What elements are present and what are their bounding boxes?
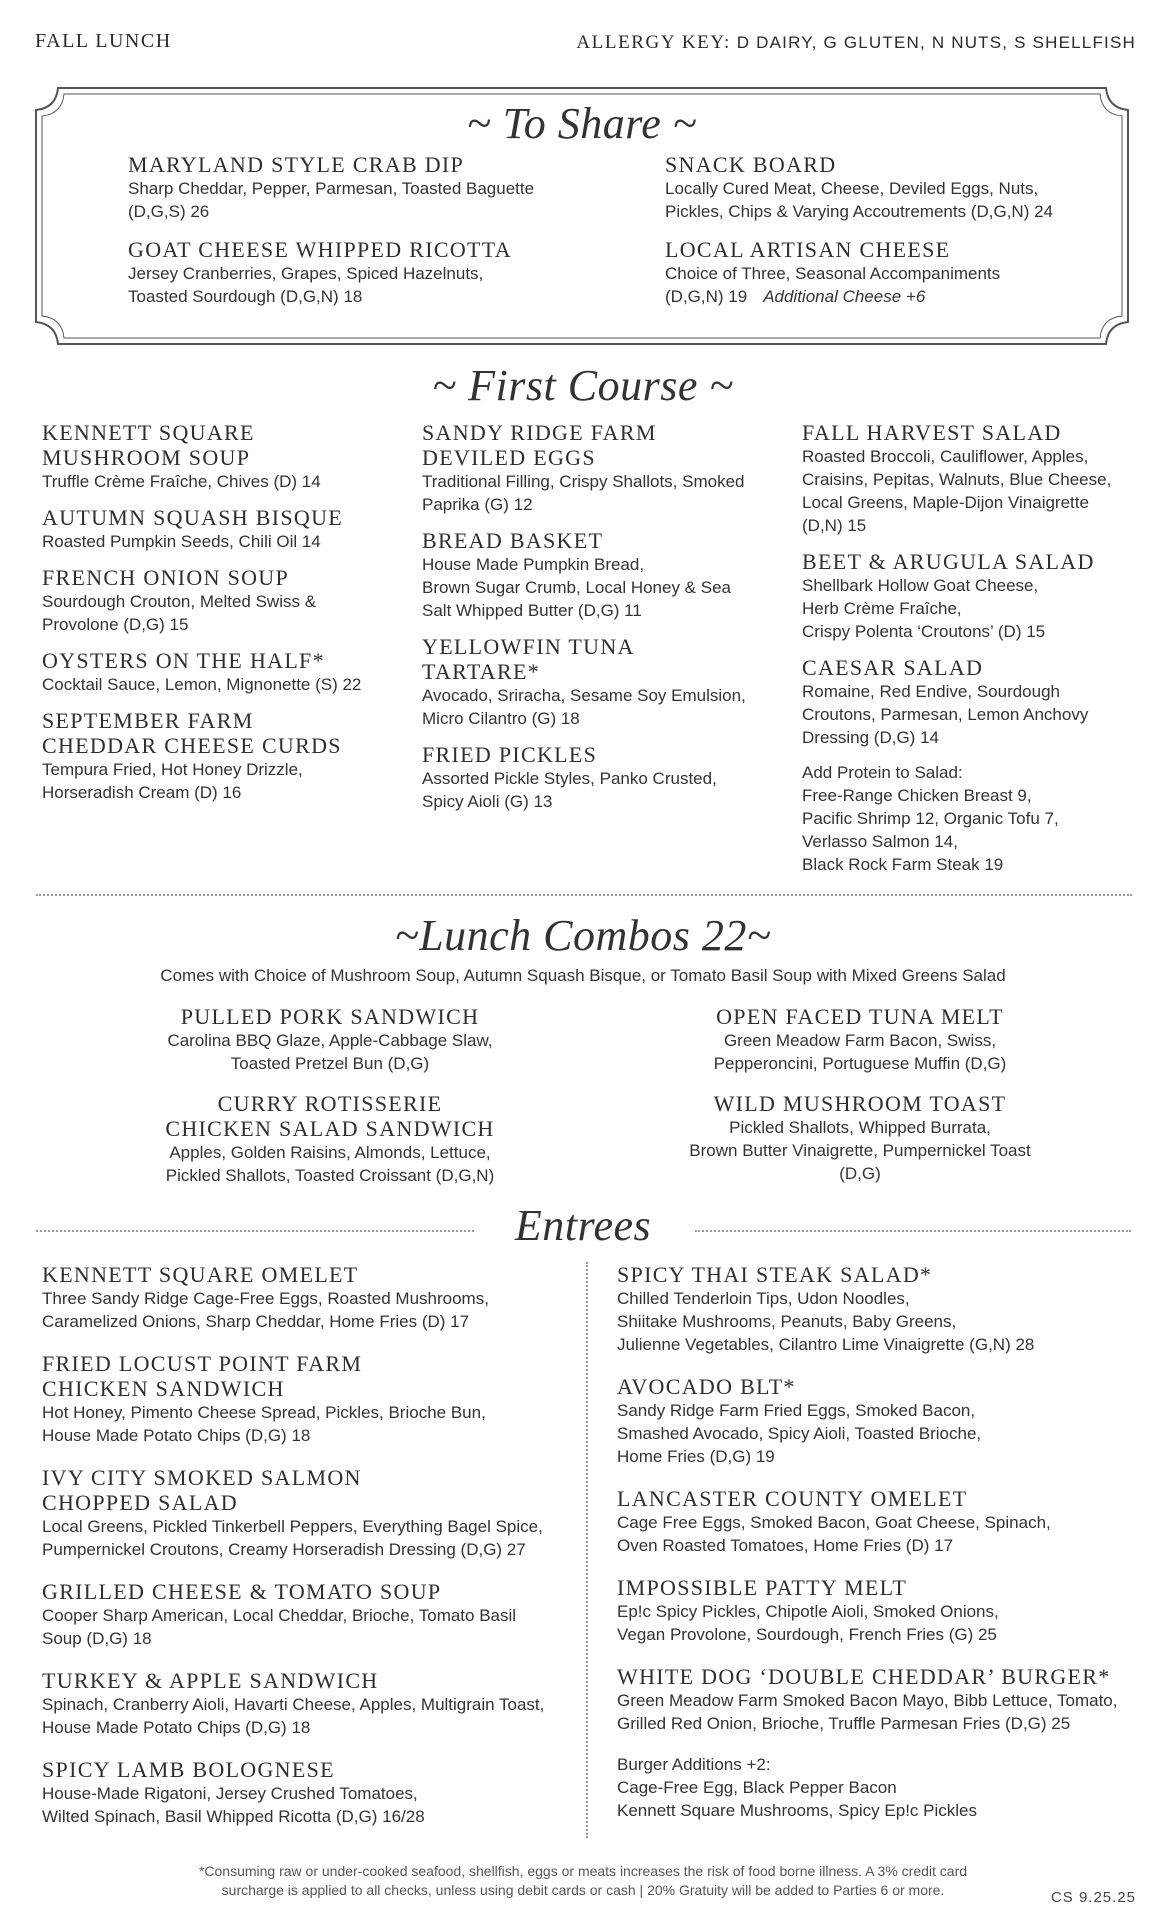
entrees-column-divider [586,1262,588,1838]
menu-item-description: (D,G,S) 26 [128,202,210,221]
menu-item [665,152,1135,223]
menu-item-name: FRIED LOCUST POINT FARM [42,1351,363,1376]
menu-item [422,742,782,813]
menu-item-description: (D,G) [839,1164,881,1183]
first-course-column-1 [42,420,402,816]
menu-item-name: MUSHROOM SOUP [42,445,251,470]
menu-item-description: Herb Crème Fraîche, [802,599,962,618]
menu-item [802,549,1162,643]
menu-item [650,1004,1070,1075]
menu-item [665,237,1135,308]
allergy-key-values: D DAIRY, G GLUTEN, N NUTS, S SHELLFISH [736,33,1136,52]
lunch-combos-subtitle: Comes with Choice of Mushroom Soup, Autumn Squash Bisque, or Tomato Basil Soup with Mixed Greens Salad [160,966,1006,985]
menu-item-description: Apples, Golden Raisins, Almonds, Lettuce, [169,1143,491,1162]
menu-item-description: Salt Whipped Butter (D,G) 11 [422,601,642,620]
menu-item [802,761,1162,876]
menu-item [128,152,598,223]
menu-item [617,1664,1166,1735]
entrees-heading: Entrees [514,1201,652,1250]
menu-item-name: DEVILED EGGS [422,445,596,470]
menu-item [42,505,402,553]
menu-item-description: Truffle Crème Fraîche, Chives (D) 14 [42,472,321,491]
footer-line-2: surcharge is applied to all checks, unless using debit cards or cash | 20% Gratuity will be added to Parties 6 or more. [221,1882,945,1898]
menu-item-name: BEET & ARUGULA SALAD [802,549,1095,574]
menu-item-name: CHEDDAR CHEESE CURDS [42,733,342,758]
menu-item-name: KENNETT SQUARE OMELET [42,1262,359,1287]
entrees-divider-right [695,1230,1131,1232]
menu-item-name: FRENCH ONION SOUP [42,565,290,590]
menu-item-name: BREAD BASKET [422,528,604,553]
menu-item-description: Free-Range Chicken Breast 9, [802,786,1032,805]
menu-item-description: Carolina BBQ Glaze, Apple-Cabbage Slaw, [167,1031,493,1050]
menu-item-description: Assorted Pickle Styles, Panko Crusted, [422,769,717,788]
menu-item-name: IMPOSSIBLE PATTY MELT [617,1575,908,1600]
menu-item-description: Brown Sugar Crumb, Local Honey & Sea [422,578,731,597]
menu-item-description: Avocado, Sriracha, Sesame Soy Emulsion, [422,686,746,705]
menu-item-description: House-Made Rigatoni, Jersey Crushed Tomatoes, [42,1784,418,1803]
lunch-combos-right-column [650,1004,1070,1201]
menu-item [42,648,402,696]
menu-item [617,1753,1166,1822]
menu-item-name: SPICY THAI STEAK SALAD* [617,1262,933,1287]
menu-item-description: Pickles, Chips & Varying Accoutrements (D,G,N) 24 [665,202,1053,221]
menu-item [422,634,782,730]
menu-code: CS 9.25.25 [1050,1889,1136,1906]
menu-item-description: Chilled Tenderloin Tips, Udon Noodles, [617,1289,910,1308]
menu-item-description: Local Greens, Pickled Tinkerbell Peppers, Everything Bagel Spice, [42,1517,543,1536]
menu-item-description: Caramelized Onions, Sharp Cheddar, Home Fries (D) 17 [42,1312,470,1331]
menu-item-name: AVOCADO BLT* [617,1374,796,1399]
menu-item-name: LOCAL ARTISAN CHEESE [665,237,951,262]
menu-item [42,1351,602,1447]
section-divider [36,894,1132,896]
menu-item-description: Jersey Cranberries, Grapes, Spiced Hazelnuts, [128,264,484,283]
to-share-left-column [128,152,598,322]
menu-item-addon: Additional Cheese +6 [763,287,926,306]
menu-item [617,1374,1166,1468]
menu-item-name: GRILLED CHEESE & TOMATO SOUP [42,1579,442,1604]
menu-item [617,1262,1166,1356]
menu-item-name: OYSTERS ON THE HALF* [42,648,325,673]
menu-item-description: Choice of Three, Seasonal Accompaniments [665,264,1001,283]
menu-item-description: Pepperoncini, Portuguese Muffin (D,G) [713,1054,1007,1073]
menu-item [650,1091,1070,1185]
menu-item-description: Locally Cured Meat, Cheese, Deviled Eggs, Nuts, [665,179,1039,198]
menu-item-name: SPICY LAMB BOLOGNESE [42,1757,335,1782]
menu-item-description: Verlasso Salmon 14, [802,832,958,851]
menu-item-description: Oven Roasted Tomatoes, Home Fries (D) 17 [617,1536,954,1555]
menu-item [42,1465,602,1561]
menu-item-description: Local Greens, Maple-Dijon Vinaigrette [802,493,1089,512]
menu-item-name: TURKEY & APPLE SANDWICH [42,1668,379,1693]
menu-item-description: Croutons, Parmesan, Lemon Anchovy [802,705,1089,724]
menu-item [802,655,1162,749]
menu-item-description: Vegan Provolone, Sourdough, French Fries (G) 25 [617,1625,997,1644]
menu-item [617,1486,1166,1557]
menu-item [617,1575,1166,1646]
menu-item-description: Pumpernickel Croutons, Creamy Horseradish Dressing (D,G) 27 [42,1540,526,1559]
menu-item [42,1262,602,1333]
menu-item-description: Ep!c Spicy Pickles, Chipotle Aioli, Smoked Onions, [617,1602,999,1621]
menu-item-description: Pickled Shallots, Toasted Croissant (D,G,N) [165,1166,495,1185]
menu-item-name: KENNETT SQUARE [42,420,255,445]
menu-item-price-line [665,285,1135,308]
menu-item-description: Roasted Pumpkin Seeds, Chili Oil 14 [42,532,321,551]
menu-item [802,420,1162,537]
menu-item-description: Spicy Aioli (G) 13 [422,792,553,811]
menu-item-name: IVY CITY SMOKED SALMON [42,1465,362,1490]
to-share-right-column [665,152,1135,322]
menu-item [42,708,402,804]
menu-item-description: Shellbark Hollow Goat Cheese, [802,576,1039,595]
menu-item-description: Soup (D,G) 18 [42,1629,152,1648]
menu-item-description: Smashed Avocado, Spicy Aioli, Toasted Brioche, [617,1424,982,1443]
menu-item [422,528,782,622]
menu-item-name: CHOPPED SALAD [42,1490,238,1515]
menu-item-name: PULLED PORK SANDWICH [180,1004,480,1029]
first-course-column-2 [422,420,782,825]
menu-item-description: Grilled Red Onion, Brioche, Truffle Parmesan Fries (D,G) 25 [617,1714,1071,1733]
menu-item [42,565,402,636]
menu-item-description: Sandy Ridge Farm Fried Eggs, Smoked Bacon, [617,1401,976,1420]
lunch-combos-heading: ~Lunch Combos 22~ [394,911,772,960]
menu-item [120,1004,540,1075]
menu-item-description: House Made Potato Chips (D,G) 18 [42,1426,311,1445]
footer-line-1: *Consuming raw or under-cooked seafood, shellfish, eggs or meats increases the risk of food borne illness. A 3% credit card [198,1863,968,1879]
menu-item-description: Craisins, Pepitas, Walnuts, Blue Cheese, [802,470,1112,489]
menu-item-name: CAESAR SALAD [802,655,984,680]
entrees-right-column [617,1262,1166,1840]
entrees-left-column [42,1262,602,1846]
menu-item-name: SANDY RIDGE FARM [422,420,657,445]
menu-item-description: Green Meadow Farm Bacon, Swiss, [723,1031,997,1050]
menu-item-name: FALL HARVEST SALAD [802,420,1062,445]
menu-item-description: Paprika (G) 12 [422,495,533,514]
menu-item-name: SNACK BOARD [665,152,837,177]
menu-item-description: Roasted Broccoli, Cauliflower, Apples, [802,447,1089,466]
menu-item-name: LANCASTER COUNTY OMELET [617,1486,968,1511]
menu-item-description: Green Meadow Farm Smoked Bacon Mayo, Bibb Lettuce, Tomato, [617,1691,1118,1710]
menu-item-description: House Made Potato Chips (D,G) 18 [42,1718,311,1737]
menu-item-name: FRIED PICKLES [422,742,598,767]
first-course-heading: ~ First Course ~ [432,361,734,410]
menu-item-description: Kennett Square Mushrooms, Spicy Ep!c Pickles [617,1801,977,1820]
to-share-heading: ~ To Share ~ [466,99,698,148]
menu-item [42,1579,602,1650]
menu-item-description: House Made Pumpkin Bread, [422,555,645,574]
menu-item-description: Burger Additions +2: [617,1755,771,1774]
menu-item-name: OPEN FACED TUNA MELT [716,1004,1004,1029]
menu-item-description: Shiitake Mushrooms, Peanuts, Baby Greens, [617,1312,957,1331]
menu-item [42,420,402,493]
menu-item-description: Cage-Free Egg, Black Pepper Bacon [617,1778,897,1797]
menu-item-description: Sourdough Crouton, Melted Swiss & [42,592,317,611]
menu-item-name: TARTARE* [422,659,540,684]
menu-item-description: Traditional Filling, Crispy Shallots, Smoked [422,472,745,491]
menu-item-description: Spinach, Cranberry Aioli, Havarti Cheese, Apples, Multigrain Toast, [42,1695,545,1714]
allergy-key [576,32,1136,54]
menu-item-description: Julienne Vegetables, Cilantro Lime Vinaigrette (G,N) 28 [617,1335,1035,1354]
menu-item-description: Add Protein to Salad: [802,763,963,782]
menu-item-description: Cooper Sharp American, Local Cheddar, Brioche, Tomato Basil [42,1606,517,1625]
footer-disclaimer [0,1862,1166,1900]
menu-item-price: (D,G,N) 19 [665,287,748,306]
menu-item-name: CURRY ROTISSERIE [217,1091,443,1116]
menu-item-name: CHICKEN SALAD SANDWICH [165,1116,495,1141]
menu-item-name: CHICKEN SANDWICH [42,1376,285,1401]
menu-item-description: Toasted Sourdough (D,G,N) 18 [128,287,363,306]
menu-item-description: Wilted Spinach, Basil Whipped Ricotta (D,G) 16/28 [42,1807,425,1826]
menu-item-description: Micro Cilantro (G) 18 [422,709,580,728]
menu-item [42,1668,602,1739]
lunch-combos-left-column [120,1004,540,1203]
menu-item-description: Horseradish Cream (D) 16 [42,783,242,802]
menu-item-name: YELLOWFIN TUNA [422,634,635,659]
menu-item-name: WILD MUSHROOM TOAST [713,1091,1007,1116]
menu-item-description: Cage Free Eggs, Smoked Bacon, Goat Cheese, Spinach, [617,1513,1051,1532]
menu-item-name: SEPTEMBER FARM [42,708,254,733]
menu-item [120,1091,540,1187]
menu-item-description: Home Fries (D,G) 19 [617,1447,775,1466]
menu-item-description: Three Sandy Ridge Cage-Free Eggs, Roasted Mushrooms, [42,1289,489,1308]
menu-item-description: Cocktail Sauce, Lemon, Mignonette (S) 22 [42,675,362,694]
menu-item-name: AUTUMN SQUASH BISQUE [42,505,344,530]
menu-item-description: Black Rock Farm Steak 19 [802,855,1004,874]
menu-item-description: Hot Honey, Pimento Cheese Spread, Pickles, Brioche Bun, [42,1403,486,1422]
menu-item-description: Crispy Polenta ‘Croutons’ (D) 15 [802,622,1046,641]
menu-item-description: Provolone (D,G) 15 [42,615,189,634]
menu-item [42,1757,602,1828]
menu-item-description: Dressing (D,G) 14 [802,728,939,747]
menu-item-name: GOAT CHEESE WHIPPED RICOTTA [128,237,512,262]
menu-item-description: Tempura Fried, Hot Honey Drizzle, [42,760,303,779]
menu-item-description: Romaine, Red Endive, Sourdough [802,682,1060,701]
menu-item [422,420,782,516]
menu-name: FALL LUNCH [35,30,172,52]
menu-item-name: WHITE DOG ‘DOUBLE CHEDDAR’ BURGER* [617,1664,1111,1689]
menu-item-description: Brown Butter Vinaigrette, Pumpernickel Toast [689,1141,1031,1160]
menu-item-description: Sharp Cheddar, Pepper, Parmesan, Toasted Baguette [128,179,535,198]
allergy-key-lead: ALLERGY KEY: [576,32,731,53]
menu-item-description: Toasted Pretzel Bun (D,G) [230,1054,430,1073]
menu-item-description: (D,N) 15 [802,516,867,535]
first-course-column-3 [802,420,1162,888]
menu-item-name: MARYLAND STYLE CRAB DIP [128,152,465,177]
menu-item [128,237,598,308]
menu-item-description: Pacific Shrimp 12, Organic Tofu 7, [802,809,1059,828]
menu-item-description: Pickled Shallots, Whipped Burrata, [729,1118,991,1137]
